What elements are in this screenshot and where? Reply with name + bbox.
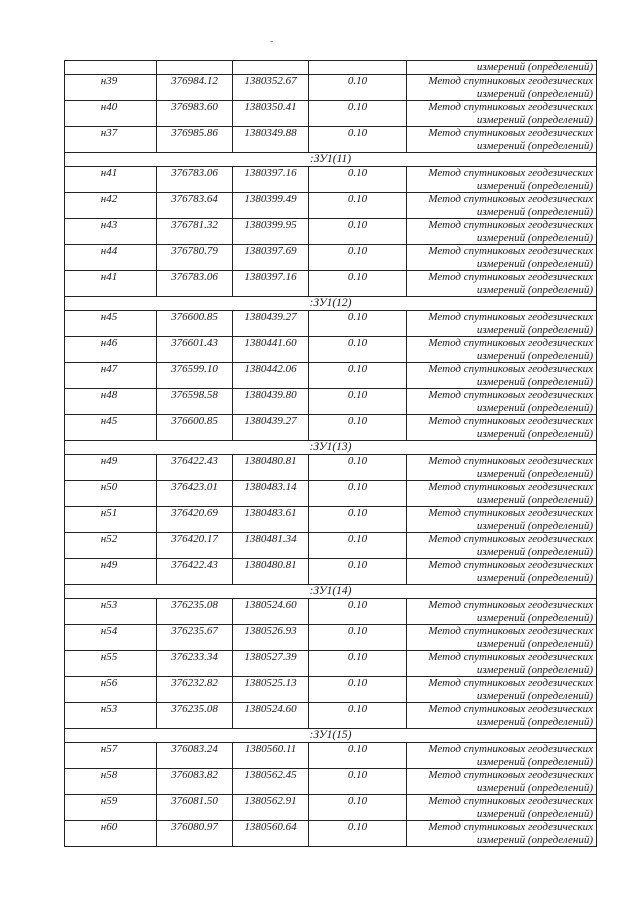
cell-method	[407, 559, 597, 585]
method-line-1: Метод спутниковых геодезических	[428, 75, 593, 87]
method-line-2: измерений (определений)	[476, 781, 593, 794]
cell-point: н54	[65, 625, 157, 651]
cell-point: н41	[65, 167, 157, 193]
cell-x: 376783.06	[157, 167, 233, 193]
coordinates-table-body	[65, 61, 597, 847]
cell-method	[407, 415, 597, 441]
plot-header-row	[65, 585, 597, 599]
cell-method	[407, 75, 597, 101]
table-row	[65, 337, 597, 363]
cell-x: 376232.82	[157, 677, 233, 703]
cell-y: 1380399.49	[233, 193, 309, 219]
cell-method	[407, 455, 597, 481]
method-line-2: измерений (определений)	[476, 205, 593, 218]
cell-error: 0.10	[309, 101, 407, 127]
method-line-1: Метод спутниковых геодезических	[428, 127, 593, 139]
method-line-1: Метод спутниковых геодезических	[428, 271, 593, 283]
method-line-1: Метод спутниковых геодезических	[428, 743, 593, 755]
cell-method	[407, 101, 597, 127]
method-line-2: измерений (определений)	[476, 545, 593, 558]
cell-point: н44	[65, 245, 157, 271]
cell-y: 1380441.60	[233, 337, 309, 363]
method-line-1: Метод спутниковых геодезических	[428, 245, 593, 257]
cell-y: 1380397.16	[233, 271, 309, 297]
method-line-1: Метод спутниковых геодезических	[428, 821, 593, 833]
cell-y: 1380349.88	[233, 127, 309, 153]
cell-x: 376600.85	[157, 415, 233, 441]
cell-method	[407, 271, 597, 297]
cell-error: 0.10	[309, 821, 407, 847]
cell-x: 376781.32	[157, 219, 233, 245]
cell-y: 1380352.67	[233, 75, 309, 101]
method-line-2: измерений (определений)	[476, 179, 593, 192]
cell-y: 1380483.14	[233, 481, 309, 507]
method-line-1: Метод спутниковых геодезических	[428, 101, 593, 113]
plot-header-row	[65, 729, 597, 743]
table-row	[65, 127, 597, 153]
cell-error: 0.10	[309, 559, 407, 585]
method-line-2: измерений (определений)	[476, 467, 593, 480]
cell-y: 1380480.81	[233, 455, 309, 481]
cell-y: 1380442.06	[233, 363, 309, 389]
cell-y: 1380399.95	[233, 219, 309, 245]
cell-point: н45	[65, 415, 157, 441]
method-line-1: Метод спутниковых геодезических	[428, 507, 593, 519]
method-line-2: измерений (определений)	[476, 139, 593, 152]
cell-x: 376422.43	[157, 559, 233, 585]
cell-x: 376233.34	[157, 651, 233, 677]
cell-x	[157, 61, 233, 75]
method-line-1: Метод спутниковых геодезических	[428, 795, 593, 807]
table-row	[65, 559, 597, 585]
method-line-1: Метод спутниковых геодезических	[428, 533, 593, 545]
table-row	[65, 821, 597, 847]
table-row	[65, 389, 597, 415]
cell-error: 0.10	[309, 533, 407, 559]
cell-point: н48	[65, 389, 157, 415]
cell-y: 1380527.39	[233, 651, 309, 677]
cell-point: н49	[65, 455, 157, 481]
cell-method	[407, 363, 597, 389]
cell-x: 376599.10	[157, 363, 233, 389]
cell-method	[407, 389, 597, 415]
method-line-2: измерений (определений)	[476, 283, 593, 296]
cell-point: н39	[65, 75, 157, 101]
table-row	[65, 481, 597, 507]
cell-error: 0.10	[309, 219, 407, 245]
cell-method	[407, 507, 597, 533]
cell-x: 376083.24	[157, 743, 233, 769]
cell-y: 1380483.61	[233, 507, 309, 533]
cell-point: н53	[65, 599, 157, 625]
table-row	[65, 311, 597, 337]
cell-y: 1380397.69	[233, 245, 309, 271]
cell-point: н59	[65, 795, 157, 821]
method-line-2: измерений (определений)	[476, 715, 593, 728]
cell-method	[407, 481, 597, 507]
cell-method	[407, 193, 597, 219]
table-row	[65, 101, 597, 127]
method-line-2: измерений (определений)	[476, 375, 593, 388]
plot-label: :ЗУ1(12)	[65, 297, 597, 311]
method-line-2: измерений (определений)	[476, 349, 593, 362]
cell-x: 376423.01	[157, 481, 233, 507]
cell-x: 376598.58	[157, 389, 233, 415]
table-row-continued	[65, 61, 597, 75]
cell-error: 0.10	[309, 389, 407, 415]
method-line-1: Метод спутниковых геодезических	[428, 559, 593, 571]
cell-point: н58	[65, 769, 157, 795]
cell-y: 1380439.27	[233, 311, 309, 337]
cell-point: н45	[65, 311, 157, 337]
cell-point: н53	[65, 703, 157, 729]
plot-header-row	[65, 297, 597, 311]
table-row	[65, 167, 597, 193]
cell-method: измерений (определений)	[407, 61, 597, 75]
cell-error	[309, 61, 407, 75]
cell-method	[407, 533, 597, 559]
method-line-2: измерений (определений)	[476, 87, 593, 100]
plot-label: :ЗУ1(11)	[65, 153, 597, 167]
table-row	[65, 363, 597, 389]
cell-x: 376235.08	[157, 703, 233, 729]
cell-point	[65, 61, 157, 75]
cell-point: н46	[65, 337, 157, 363]
cell-x: 376081.50	[157, 795, 233, 821]
cell-method	[407, 311, 597, 337]
table-row	[65, 245, 597, 271]
cell-error: 0.10	[309, 311, 407, 337]
cell-y: 1380524.60	[233, 703, 309, 729]
cell-point: н37	[65, 127, 157, 153]
method-line-1: Метод спутниковых геодезических	[428, 455, 593, 467]
method-line-2: измерений (определений)	[476, 689, 593, 702]
table-row	[65, 677, 597, 703]
cell-y: 1380562.45	[233, 769, 309, 795]
cell-error: 0.10	[309, 651, 407, 677]
cell-error: 0.10	[309, 363, 407, 389]
method-line-2: измерений (определений)	[476, 427, 593, 440]
cell-point: н40	[65, 101, 157, 127]
cell-error: 0.10	[309, 271, 407, 297]
cell-x: 376780.79	[157, 245, 233, 271]
cell-method	[407, 625, 597, 651]
cell-y: 1380524.60	[233, 599, 309, 625]
plot-label: :ЗУ1(14)	[65, 585, 597, 599]
method-line-2: измерений (определений)	[476, 663, 593, 676]
table-row	[65, 271, 597, 297]
cell-x: 376080.97	[157, 821, 233, 847]
method-line-2: измерений (определений)	[476, 257, 593, 270]
cell-x: 376984.12	[157, 75, 233, 101]
cell-error: 0.10	[309, 455, 407, 481]
cell-y: 1380560.64	[233, 821, 309, 847]
cell-y: 1380397.16	[233, 167, 309, 193]
cell-x: 376985.86	[157, 127, 233, 153]
cell-error: 0.10	[309, 127, 407, 153]
method-line-1: Метод спутниковых геодезических	[428, 625, 593, 637]
cell-method	[407, 337, 597, 363]
cell-point: н60	[65, 821, 157, 847]
table-row	[65, 193, 597, 219]
cell-method	[407, 651, 597, 677]
cell-point: н55	[65, 651, 157, 677]
cell-method	[407, 703, 597, 729]
cell-y: 1380480.81	[233, 559, 309, 585]
cell-method	[407, 769, 597, 795]
method-line-2: измерений (определений)	[476, 401, 593, 414]
cell-method	[407, 677, 597, 703]
cell-point: н42	[65, 193, 157, 219]
method-line-1: Метод спутниковых геодезических	[428, 677, 593, 689]
table-row	[65, 625, 597, 651]
cell-x: 376235.08	[157, 599, 233, 625]
method-line-1: Метод спутниковых геодезических	[428, 219, 593, 231]
cell-error: 0.10	[309, 245, 407, 271]
cell-method	[407, 795, 597, 821]
method-line-1: Метод спутниковых геодезических	[428, 337, 593, 349]
table-row	[65, 219, 597, 245]
cell-x: 376420.17	[157, 533, 233, 559]
method-line-2: измерений (определений)	[476, 113, 593, 126]
method-line-1: Метод спутниковых геодезических	[428, 651, 593, 663]
cell-method	[407, 167, 597, 193]
table-row	[65, 599, 597, 625]
cell-y	[233, 61, 309, 75]
method-line-1: Метод спутниковых геодезических	[428, 389, 593, 401]
cell-y: 1380439.27	[233, 415, 309, 441]
cell-y: 1380560.11	[233, 743, 309, 769]
method-line-1: Метод спутниковых геодезических	[428, 311, 593, 323]
plot-header-row	[65, 153, 597, 167]
cell-point: н41	[65, 271, 157, 297]
method-line-1: Метод спутниковых геодезических	[428, 363, 593, 375]
cell-y: 1380526.93	[233, 625, 309, 651]
cell-error: 0.10	[309, 703, 407, 729]
cell-x: 376601.43	[157, 337, 233, 363]
cell-error: 0.10	[309, 677, 407, 703]
cell-x: 376235.67	[157, 625, 233, 651]
plot-header-row	[65, 441, 597, 455]
table-row	[65, 75, 597, 101]
method-line-2: измерений (определений)	[476, 807, 593, 820]
cell-error: 0.10	[309, 75, 407, 101]
method-line-2: измерений (определений)	[476, 611, 593, 624]
cell-method	[407, 599, 597, 625]
table-row	[65, 507, 597, 533]
cell-error: 0.10	[309, 743, 407, 769]
cell-error: 0.10	[309, 507, 407, 533]
cell-point: н52	[65, 533, 157, 559]
cell-x: 376422.43	[157, 455, 233, 481]
cell-error: 0.10	[309, 167, 407, 193]
cell-error: 0.10	[309, 193, 407, 219]
method-line-2: измерений (определений)	[476, 833, 593, 846]
method-line-2: измерений (определений)	[476, 323, 593, 336]
cell-error: 0.10	[309, 769, 407, 795]
method-line-2: измерений (определений)	[476, 571, 593, 584]
table-row	[65, 795, 597, 821]
page-mark: -	[270, 36, 274, 47]
method-line-1: Метод спутниковых геодезических	[428, 415, 593, 427]
cell-error: 0.10	[309, 481, 407, 507]
cell-error: 0.10	[309, 415, 407, 441]
method-line-1: Метод спутниковых геодезических	[428, 599, 593, 611]
cell-point: н49	[65, 559, 157, 585]
cell-error: 0.10	[309, 625, 407, 651]
cell-point: н43	[65, 219, 157, 245]
cell-x: 376983.60	[157, 101, 233, 127]
plot-label: :ЗУ1(13)	[65, 441, 597, 455]
cell-x: 376783.64	[157, 193, 233, 219]
cell-y: 1380439.80	[233, 389, 309, 415]
cell-x: 376783.06	[157, 271, 233, 297]
method-line-2: измерений (определений)	[476, 519, 593, 532]
cell-method	[407, 127, 597, 153]
cell-method	[407, 743, 597, 769]
cell-point: н56	[65, 677, 157, 703]
method-line-2: измерений (определений)	[476, 231, 593, 244]
method-line-1: Метод спутниковых геодезических	[428, 703, 593, 715]
cell-y: 1380525.13	[233, 677, 309, 703]
table-row	[65, 769, 597, 795]
cell-method	[407, 821, 597, 847]
method-line-1: Метод спутниковых геодезических	[428, 193, 593, 205]
cell-x: 376600.85	[157, 311, 233, 337]
cell-y: 1380350.41	[233, 101, 309, 127]
table-row	[65, 651, 597, 677]
method-line-2: измерений (определений)	[476, 637, 593, 650]
coordinates-table	[64, 60, 597, 847]
cell-y: 1380562.91	[233, 795, 309, 821]
table-row	[65, 415, 597, 441]
cell-x: 376083.82	[157, 769, 233, 795]
table-row	[65, 455, 597, 481]
cell-error: 0.10	[309, 337, 407, 363]
method-line-1: Метод спутниковых геодезических	[428, 481, 593, 493]
table-row	[65, 743, 597, 769]
cell-x: 376420.69	[157, 507, 233, 533]
cell-error: 0.10	[309, 795, 407, 821]
cell-point: н51	[65, 507, 157, 533]
table-row	[65, 703, 597, 729]
cell-point: н50	[65, 481, 157, 507]
method-line-1: Метод спутниковых геодезических	[428, 769, 593, 781]
method-line-2: измерений (определений)	[476, 493, 593, 506]
cell-point: н47	[65, 363, 157, 389]
cell-method	[407, 245, 597, 271]
method-line-2: измерений (определений)	[476, 755, 593, 768]
cell-point: н57	[65, 743, 157, 769]
plot-label: :ЗУ1(15)	[65, 729, 597, 743]
method-line-1: Метод спутниковых геодезических	[428, 167, 593, 179]
cell-y: 1380481.34	[233, 533, 309, 559]
cell-method	[407, 219, 597, 245]
table-row	[65, 533, 597, 559]
cell-error: 0.10	[309, 599, 407, 625]
